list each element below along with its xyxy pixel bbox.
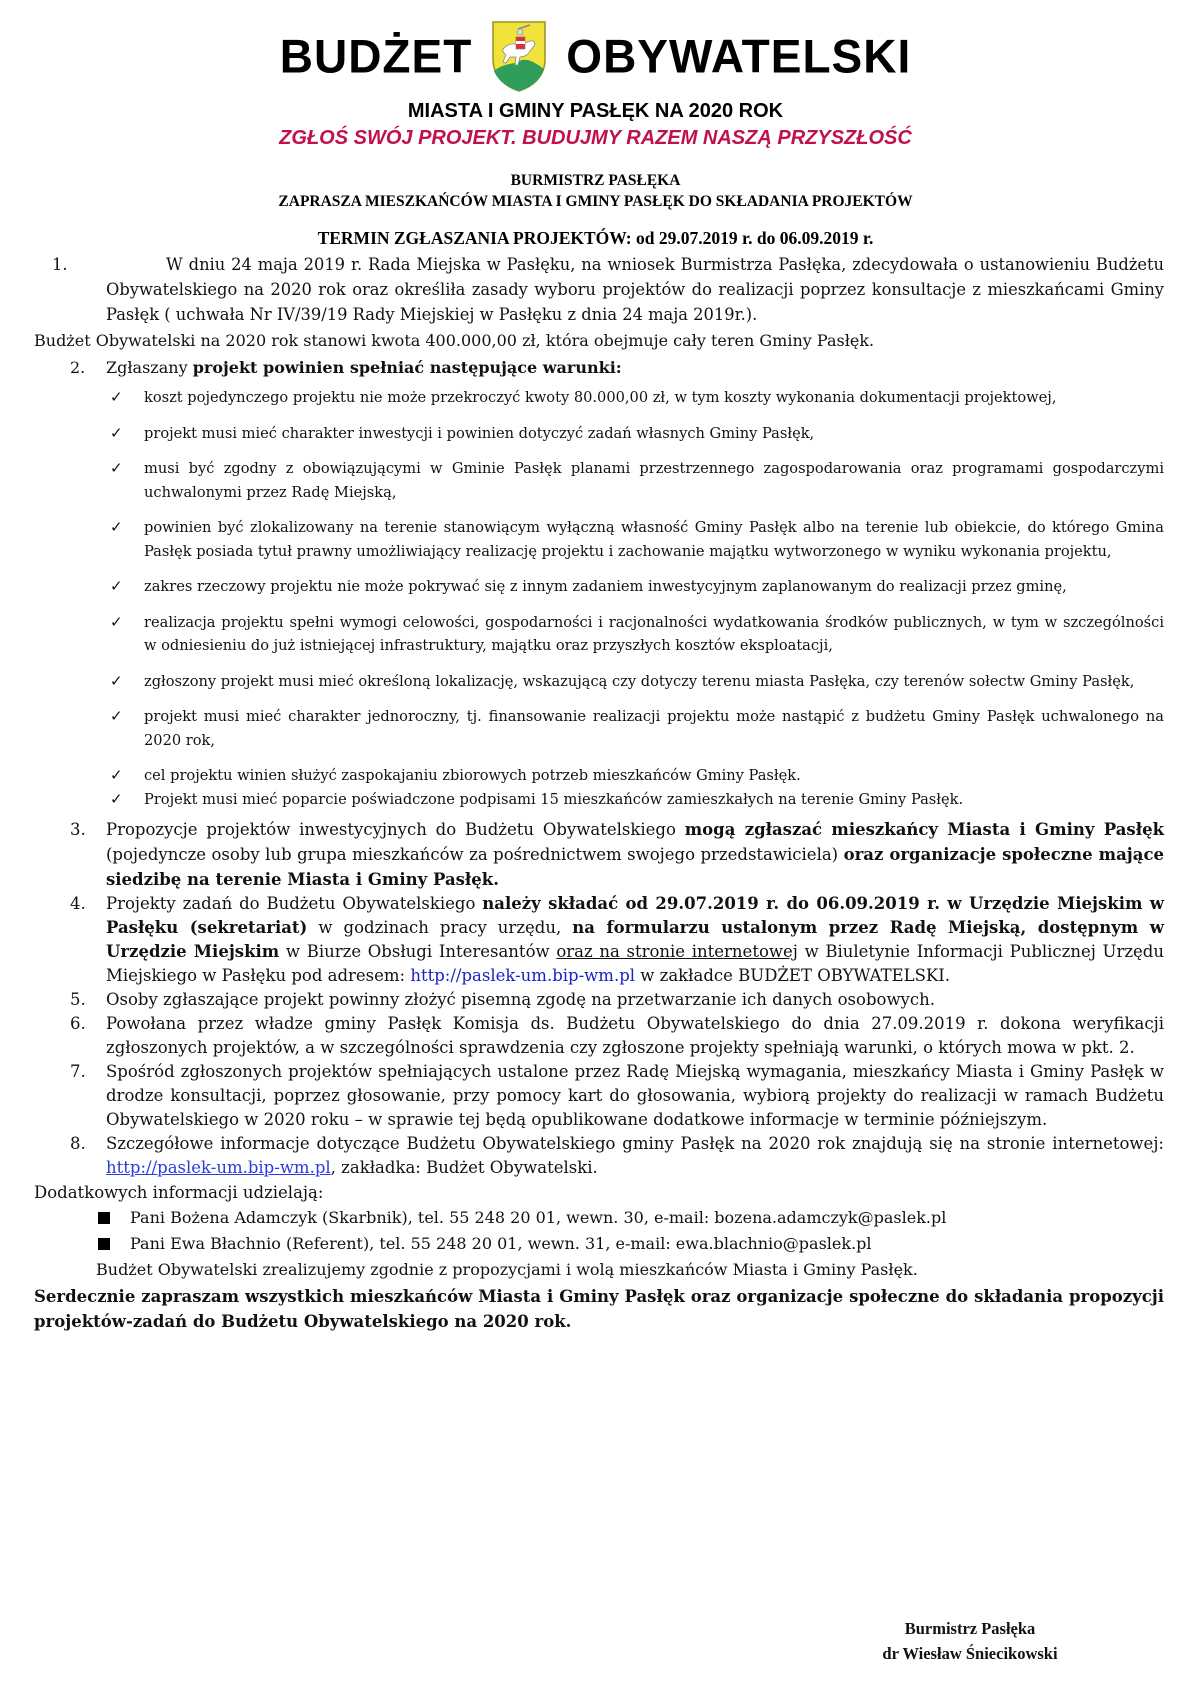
- conditions-list: [34, 386, 1164, 811]
- document-body: [34, 250, 1164, 1334]
- checkmark-icon: ✓: [110, 577, 123, 595]
- checkmark-icon: ✓: [110, 707, 123, 725]
- paragraph-1: [34, 252, 1164, 327]
- checkmark-icon: ✓: [110, 388, 123, 406]
- paragraph-lead-bold: projekt powinien spełniać następujące warunki:: [192, 357, 622, 377]
- contacts-intro: Dodatkowych informacji udzielają:: [34, 1183, 324, 1202]
- deadline-heading: TERMIN ZGŁASZANIA PROJEKTÓW: od 29.07.2019 r. do 06.09.2019 r.: [317, 228, 874, 248]
- condition-item: ✓ realizacja projektu spełni wymogi celowości, gospodarności i racjonalności wydatkowania środków publicznych, w tym w szczególności w odniesieniu do już istniejącej infrastruktury, majątku oraz przyszłych kosztów eksploatacji,: [110, 612, 1164, 654]
- condition-item: ✓ zakres rzeczowy projektu nie może pokrywać się z innym zadaniem inwestycyjnym zaplanowanym do realizacji przez gminę,: [144, 575, 1164, 599]
- checkmark-icon: ✓: [110, 766, 123, 784]
- paragraph-5: 5. Osoby zgłaszające projekt powinny złożyć pisemną zgodę na przetwarzanie ich danych osobowych.: [34, 988, 1164, 1012]
- condition-item: ✓ cel projektu winien służyć zaspokajaniu zbiorowych potrzeb mieszkańców Gminy Pasłęk.: [144, 764, 1164, 788]
- signature-block: [820, 1616, 1120, 1666]
- paragraph-3: 3. Propozycje projektów inwestycyjnych do Budżetu Obywatelskiego mogą zgłaszać mieszkańcy Miasta i Gminy Pasłęk (pojedyncze osoby lub grupa mieszkańców za pośrednictwem swojego przedstawiciela) oraz organizacje społeczne mające siedzibę na terenie Miasta i Gminy Pasłęk.: [34, 817, 1164, 892]
- square-bullet-icon: [98, 1212, 110, 1224]
- paragraph-number: 5.: [70, 990, 86, 1009]
- slogan: ZGŁOŚ SWÓJ PROJEKT. BUDUJMY RAZEM NASZĄ PRZYSZŁOŚĆ: [279, 127, 912, 149]
- paragraph-number: 2.: [70, 357, 86, 377]
- masthead: [0, 16, 1191, 96]
- paragraph-number: 7.: [70, 1062, 86, 1081]
- paragraph-number: 1.: [52, 255, 68, 274]
- checkmark-icon: ✓: [110, 671, 123, 690]
- closing-invitation: Serdecznie zapraszam wszystkich mieszkańców Miasta i Gminy Pasłęk oraz organizacje społeczne do składania propozycji projektów-zadań do Budżetu Obywatelskiego na 2020 rok.: [34, 1287, 1164, 1331]
- invite-line-2: ZAPRASZA MIESZKAŃCÓW MIASTA I GMINY PASŁĘK DO SKŁADANIA PROJEKTÓW: [278, 193, 913, 210]
- checkmark-icon: ✓: [110, 612, 123, 631]
- bip-link[interactable]: http://paslek-um.bip-wm.pl: [106, 1158, 331, 1177]
- contact-item: Pani Bożena Adamczyk (Skarbnik), tel. 55 248 20 01, wewn. 30, e-mail: bozena.adamczyk@paslek.pl: [130, 1205, 1164, 1231]
- checkmark-icon: ✓: [110, 423, 123, 442]
- paragraph-2: [34, 356, 1164, 381]
- condition-item: ✓ projekt musi mieć charakter jednoroczny, tj. finansowanie realizacji projektu może nastąpić z budżetu Gminy Pasłęk uchwalonego na 2020 rok,: [110, 707, 1164, 749]
- paragraph-8: 8. Szczegółowe informacje dotyczące Budżetu Obywatelskiego gminy Pasłęk na 2020 rok znajdują się na stronie internetowej: http://paslek-um.bip-wm.pl, zakładka: Budżet Obywatelski.: [70, 1134, 1164, 1177]
- title-left: BUDŻET: [279, 29, 473, 83]
- invite-line-1: BURMISTRZ PASŁĘKA: [510, 172, 681, 189]
- coat-of-arms-icon: [490, 19, 548, 93]
- paragraph-number: 3.: [70, 820, 86, 839]
- signature-name: dr Wiesław Śniecikowski: [882, 1644, 1058, 1663]
- paragraph-number: 4.: [70, 894, 86, 913]
- condition-item: ✓ koszt pojedynczego projektu nie może przekroczyć kwoty 80.000,00 zł, w tym koszty wykonania dokumentacji projektowej,: [144, 386, 1164, 410]
- paragraph-7: 7. Spośród zgłoszonych projektów spełniających ustalone przez Radę Miejską wymagania, mieszkańcy Miasta i Gminy Pasłęk w drodze konsultacji, poprzez głosowanie, przy pomocy kart do głosowania, wybiorą projekty do realizacji w ramach Budżetu Obywatelskiego w 2020 roku – w sprawie tej będą opublikowane dodatkowe informacje w terminie późniejszym.: [70, 1062, 1164, 1129]
- condition-item: ✓ powinien być zlokalizowany na terenie stanowiącym wyłączną własność Gminy Pasłęk albo na terenie lub obiekcie, do którego Gmina Pasłęk posiada tytuł prawny umożliwiający realizację projektu i zachowanie majątku wytworzonego w wyniku wykonania projektu,: [110, 518, 1164, 560]
- condition-item: ✓ zgłoszony projekt musi mieć określoną lokalizację, wskazującą czy dotyczy terenu miasta Pasłęka, czy terenów sołectw Gminy Pasłęk,: [144, 670, 1164, 694]
- condition-item: ✓ musi być zgodny z obowiązującymi w Gminie Pasłęk planami przestrzennego zagospodarowania oraz programami gospodarczymi uchwalonymi przez Radę Miejską,: [110, 459, 1164, 501]
- paragraph-lead: Zgłaszany: [106, 357, 193, 377]
- paragraph-6: 6. Powołana przez władze gminy Pasłęk Komisja ds. Budżetu Obywatelskiego do dnia 27.09.2019 r. dokona weryfikacji zgłoszonych projektów, a w szczególności sprawdzenia czy zgłoszone projekty spełniają warunki, o których mowa w pkt. 2.: [70, 1014, 1164, 1057]
- contacts-list: [34, 1205, 1164, 1257]
- signature-role: Burmistrz Pasłęka: [904, 1619, 1036, 1638]
- condition-item: ✓ Projekt musi mieć poparcie poświadczone podpisami 15 mieszkańców zamieszkałych na terenie Gminy Pasłęk.: [144, 788, 1164, 812]
- checkmark-icon: ✓: [110, 459, 123, 477]
- contact-item: Pani Ewa Błachnio (Referent), tel. 55 248 20 01, wewn. 31, e-mail: ewa.blachnio@paslek.pl: [130, 1231, 1164, 1257]
- paragraph-4: 4. Projekty zadań do Budżetu Obywatelskiego należy składać od 29.07.2019 r. do 06.09.2019 r. w Urzędzie Miejskim w Pasłęku (sekretariat) w godzinach pracy urzędu, na formularzu ustalonym przez Radę Miejską, dostępnym w Urzędzie Miejskim w Biurze Obsługi Interesantów oraz na stronie internetowej w Biuletynie Informacji Publicznej Urzędu Miejskiego w Pasłęku pod adresem: http://paslek-um.bip-wm.pl w zakładce BUDŻET OBYWATELSKI.: [70, 894, 1165, 985]
- paragraph-text: W dniu 24 maja 2019 r. Rada Miejska w Pasłęku, na wniosek Burmistrza Pasłęka, zdecydowała o ustanowieniu Budżetu Obywatelskiego na 2020 rok oraz określiła zasady wyboru projektów do realizacji poprzez konsultacje z mieszkańcami Gminy Pasłęk ( uchwała Nr IV/39/19 Rady Miejskiej w Pasłęku z dnia 24 maja 2019r.).: [106, 255, 1164, 324]
- condition-item: ✓ projekt musi mieć charakter inwestycji i powinien dotyczyć zadań własnych Gminy Pasłęk,: [144, 422, 1164, 446]
- paragraph-number: 8.: [70, 1134, 86, 1153]
- bip-link[interactable]: http://paslek-um.bip-wm.pl: [410, 966, 636, 985]
- paragraph-number: 6.: [70, 1014, 86, 1033]
- subtitle: MIASTA I GMINY PASŁĘK NA 2020 ROK: [407, 100, 784, 122]
- checkmark-icon: ✓: [110, 789, 123, 808]
- contacts-note: Budżet Obywatelski zrealizujemy zgodnie z propozycjami i wolą mieszkańców Miasta i Gminy Pasłęk.: [96, 1260, 918, 1279]
- budget-amount-line: Budżet Obywatelski na 2020 rok stanowi kwota 400.000,00 zł, która obejmuje cały teren Gminy Pasłęk.: [34, 331, 875, 350]
- title-right: OBYWATELSKI: [566, 29, 912, 83]
- checkmark-icon: ✓: [110, 518, 123, 536]
- square-bullet-icon: [98, 1238, 110, 1250]
